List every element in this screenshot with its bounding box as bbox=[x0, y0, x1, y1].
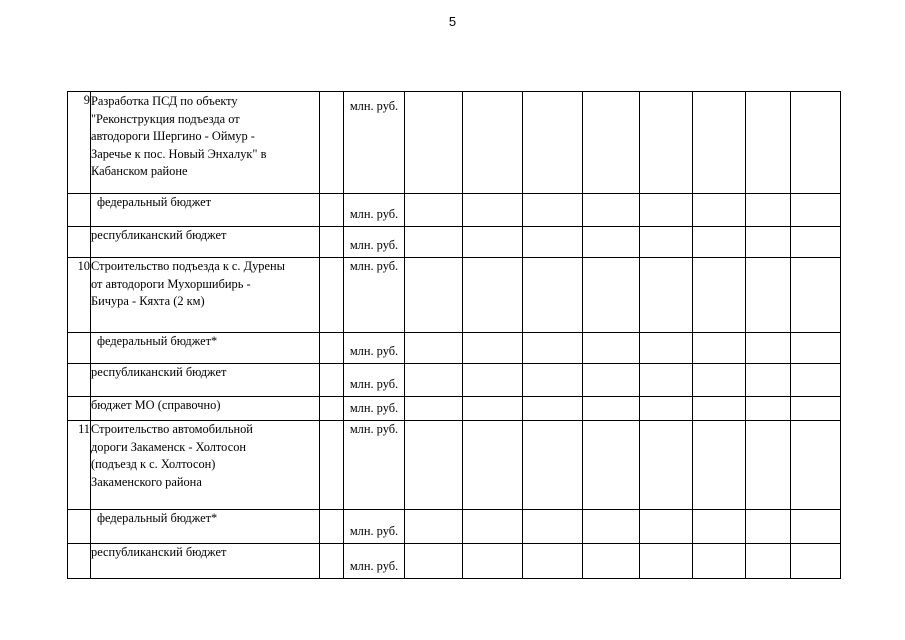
row-name: федеральный бюджет* bbox=[91, 333, 320, 364]
value-cell bbox=[693, 333, 746, 364]
row-number bbox=[68, 333, 91, 364]
value-cell bbox=[791, 333, 841, 364]
value-cell bbox=[791, 510, 841, 544]
value-cell bbox=[693, 544, 746, 579]
value-cell bbox=[405, 544, 463, 579]
value-cell bbox=[746, 227, 791, 258]
value-cell bbox=[583, 92, 640, 194]
value-cell bbox=[463, 333, 523, 364]
value-cell bbox=[693, 194, 746, 227]
value-cell bbox=[583, 544, 640, 579]
value-cell bbox=[640, 397, 693, 421]
unit-cell: млн. руб. bbox=[344, 194, 405, 227]
row-number: 11 bbox=[68, 421, 91, 510]
value-cell bbox=[463, 544, 523, 579]
value-cell bbox=[791, 227, 841, 258]
row-name: федеральный бюджет* bbox=[91, 510, 320, 544]
value-cell bbox=[791, 544, 841, 579]
value-cell bbox=[405, 397, 463, 421]
row-name: бюджет МО (справочно) bbox=[91, 397, 320, 421]
value-cell bbox=[523, 194, 583, 227]
empty-cell bbox=[320, 397, 344, 421]
row-number bbox=[68, 227, 91, 258]
value-cell bbox=[746, 258, 791, 333]
value-cell bbox=[523, 258, 583, 333]
value-cell bbox=[791, 194, 841, 227]
row-number bbox=[68, 194, 91, 227]
row-number bbox=[68, 544, 91, 579]
value-cell bbox=[523, 544, 583, 579]
value-cell bbox=[746, 194, 791, 227]
table-row bbox=[68, 510, 841, 544]
value-cell bbox=[693, 92, 746, 194]
unit-cell: млн. руб. bbox=[344, 258, 405, 333]
empty-cell bbox=[320, 194, 344, 227]
table-row bbox=[68, 421, 841, 510]
row-number bbox=[68, 364, 91, 397]
unit-cell: млн. руб. bbox=[344, 364, 405, 397]
value-cell bbox=[640, 421, 693, 510]
table-row bbox=[68, 544, 841, 579]
table-row bbox=[68, 397, 841, 421]
row-name: Разработка ПСД по объекту "Реконструкция подъезда от автодороги Шергино - Оймур - Заречье к пос. Новый Энхалук" в Кабанском районе bbox=[91, 92, 320, 194]
value-cell bbox=[583, 258, 640, 333]
value-cell bbox=[640, 333, 693, 364]
value-cell bbox=[523, 421, 583, 510]
value-cell bbox=[640, 364, 693, 397]
value-cell bbox=[693, 397, 746, 421]
value-cell bbox=[640, 92, 693, 194]
value-cell bbox=[693, 227, 746, 258]
value-cell bbox=[463, 364, 523, 397]
value-cell bbox=[405, 227, 463, 258]
empty-cell bbox=[320, 333, 344, 364]
value-cell bbox=[640, 258, 693, 333]
table-row bbox=[68, 258, 841, 333]
empty-cell bbox=[320, 421, 344, 510]
row-name: Строительство автомобильной дороги Закаменск - Холтосон (подъезд к с. Холтосон) Закаменского района bbox=[91, 421, 320, 510]
value-cell bbox=[746, 544, 791, 579]
value-cell bbox=[640, 544, 693, 579]
table-row bbox=[68, 227, 841, 258]
value-cell bbox=[463, 258, 523, 333]
unit-cell: млн. руб. bbox=[344, 92, 405, 194]
row-name: Строительство подъезда к с. Дурены от автодороги Мухоршибирь - Бичура - Кяхта (2 км) bbox=[91, 258, 320, 333]
value-cell bbox=[463, 510, 523, 544]
value-cell bbox=[693, 258, 746, 333]
value-cell bbox=[746, 397, 791, 421]
value-cell bbox=[583, 227, 640, 258]
table-row bbox=[68, 333, 841, 364]
row-name: республиканский бюджет bbox=[91, 227, 320, 258]
table-row bbox=[68, 92, 841, 194]
value-cell bbox=[523, 227, 583, 258]
row-name: федеральный бюджет bbox=[91, 194, 320, 227]
page-number: 5 bbox=[448, 14, 457, 29]
value-cell bbox=[693, 421, 746, 510]
value-cell bbox=[405, 92, 463, 194]
value-cell bbox=[791, 258, 841, 333]
value-cell bbox=[405, 510, 463, 544]
table-row bbox=[68, 364, 841, 397]
value-cell bbox=[640, 510, 693, 544]
value-cell bbox=[583, 333, 640, 364]
empty-cell bbox=[320, 227, 344, 258]
value-cell bbox=[405, 333, 463, 364]
value-cell bbox=[640, 194, 693, 227]
value-cell bbox=[405, 364, 463, 397]
value-cell bbox=[405, 258, 463, 333]
row-number: 10 bbox=[68, 258, 91, 333]
value-cell bbox=[523, 397, 583, 421]
empty-cell bbox=[320, 510, 344, 544]
value-cell bbox=[405, 194, 463, 227]
value-cell bbox=[523, 510, 583, 544]
unit-cell: млн. руб. bbox=[344, 227, 405, 258]
value-cell bbox=[791, 421, 841, 510]
empty-cell bbox=[320, 92, 344, 194]
value-cell bbox=[693, 364, 746, 397]
value-cell bbox=[583, 194, 640, 227]
unit-cell: млн. руб. bbox=[344, 397, 405, 421]
value-cell bbox=[463, 194, 523, 227]
value-cell bbox=[746, 510, 791, 544]
value-cell bbox=[463, 92, 523, 194]
value-cell bbox=[640, 227, 693, 258]
value-cell bbox=[523, 333, 583, 364]
value-cell bbox=[693, 510, 746, 544]
unit-cell: млн. руб. bbox=[344, 510, 405, 544]
value-cell bbox=[463, 421, 523, 510]
value-cell bbox=[791, 92, 841, 194]
value-cell bbox=[463, 227, 523, 258]
value-cell bbox=[746, 92, 791, 194]
empty-cell bbox=[320, 364, 344, 397]
value-cell bbox=[463, 397, 523, 421]
empty-cell bbox=[320, 544, 344, 579]
value-cell bbox=[583, 510, 640, 544]
row-name: республиканский бюджет bbox=[91, 544, 320, 579]
unit-cell: млн. руб. bbox=[344, 333, 405, 364]
value-cell bbox=[791, 364, 841, 397]
value-cell bbox=[523, 92, 583, 194]
value-cell bbox=[583, 364, 640, 397]
row-number bbox=[68, 397, 91, 421]
value-cell bbox=[583, 421, 640, 510]
value-cell bbox=[746, 421, 791, 510]
value-cell bbox=[746, 364, 791, 397]
empty-cell bbox=[320, 258, 344, 333]
value-cell bbox=[791, 397, 841, 421]
unit-cell: млн. руб. bbox=[344, 421, 405, 510]
value-cell bbox=[746, 333, 791, 364]
row-number bbox=[68, 510, 91, 544]
value-cell bbox=[405, 421, 463, 510]
value-cell bbox=[583, 397, 640, 421]
row-number: 9 bbox=[68, 92, 91, 194]
table-row bbox=[68, 194, 841, 227]
budget-table bbox=[67, 91, 841, 579]
row-name: республиканский бюджет bbox=[91, 364, 320, 397]
value-cell bbox=[523, 364, 583, 397]
unit-cell: млн. руб. bbox=[344, 544, 405, 579]
